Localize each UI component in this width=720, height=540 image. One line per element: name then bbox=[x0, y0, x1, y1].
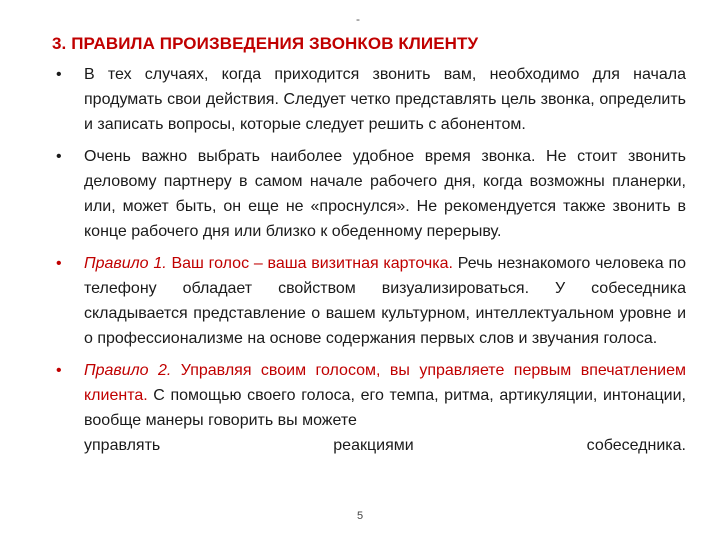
item-text: Речь незнакомого человека по телефону обладает свойством визуализироваться. У собеседника складывается представление о вашем культурном, интеллектуальном уровне и о профессионализме на основе содержания первых слов и звучания голоса. bbox=[84, 255, 687, 347]
rule-label: Правило 2. bbox=[84, 362, 172, 379]
rule-highlight: Управляя своим голосом, вы управляете первым впечатлением клиента. bbox=[84, 362, 686, 404]
page-number: 5 bbox=[357, 510, 364, 522]
item-text: В тех случаях, когда приходится звонить вам, необходимо для начала продумать свои действия. Следует четко представлять цель звонка, определить и записать вопросы, которые следует решить с абонентом. bbox=[84, 66, 686, 133]
word: собеседника. bbox=[586, 437, 686, 454]
bullet-icon: • bbox=[56, 255, 62, 272]
list-item bbox=[56, 62, 686, 137]
word: управлять bbox=[84, 437, 161, 454]
list-item bbox=[56, 144, 686, 244]
top-mark: - bbox=[356, 12, 360, 26]
bullet-list bbox=[56, 62, 686, 465]
list-item bbox=[56, 358, 686, 458]
item-text: С помощью своего голоса, его темпа, ритма, артикуляции, интонации, вообще манеры говорить вы можете bbox=[84, 387, 686, 429]
bullet-icon: • bbox=[56, 66, 62, 83]
item-text: Очень важно выбрать наиболее удобное время звонка. Не стоит звонить деловому партнеру в самом начале рабочего дня, когда возможны планерки, или, может быть, он еще не «проснулся». Не рекомендуется также звонить в конце рабочего дня или близко к обеденному перерыву. bbox=[84, 148, 686, 240]
rule-label: Правило 1. bbox=[84, 255, 167, 272]
rule-highlight: Ваш голос – ваша визитная карточка. bbox=[166, 255, 453, 272]
bullet-icon: • bbox=[56, 362, 62, 379]
justified-last-line bbox=[84, 433, 686, 458]
word: реакциями bbox=[333, 437, 414, 454]
bullet-icon: • bbox=[56, 148, 62, 165]
slide-title: 3. ПРАВИЛА ПРОИЗВЕДЕНИЯ ЗВОНКОВ КЛИЕНТУ bbox=[52, 34, 479, 53]
list-item bbox=[56, 251, 686, 351]
